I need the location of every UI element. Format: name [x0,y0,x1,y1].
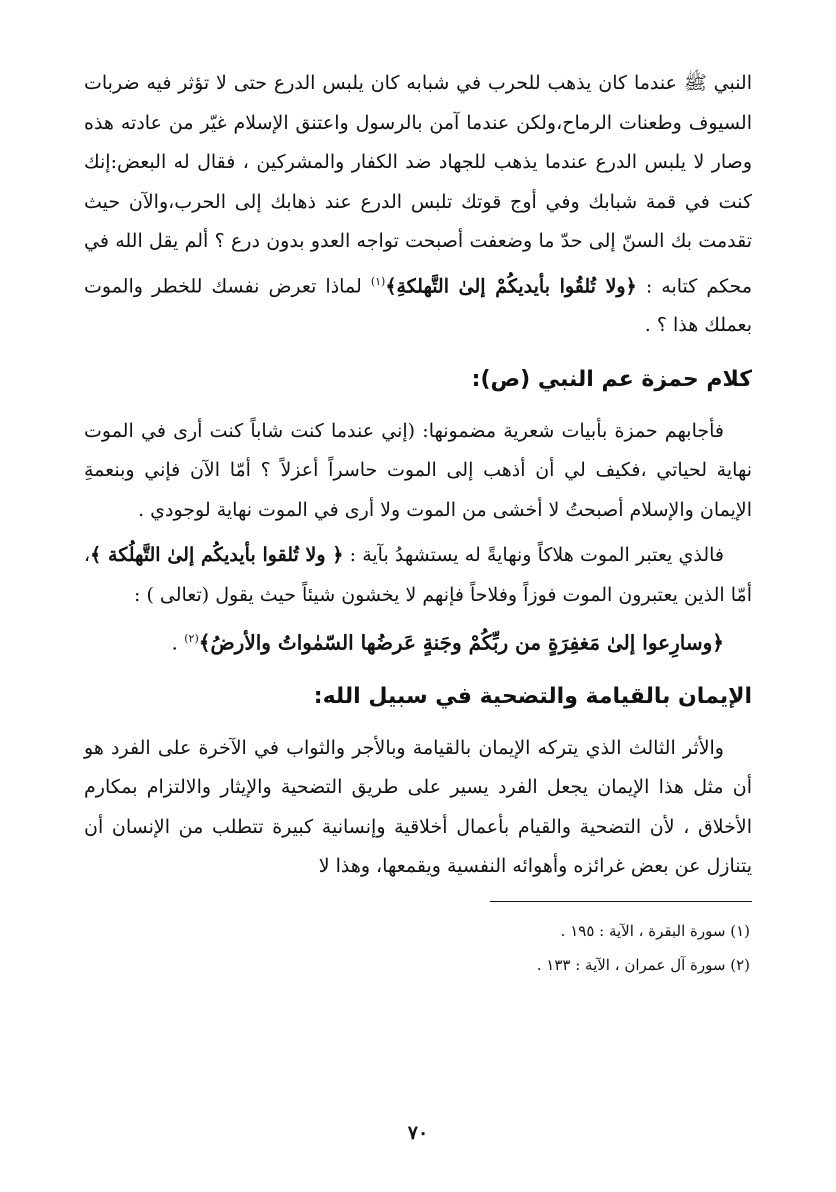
section-heading-hamza: كلام حمزة عم النبي (ص): [471,366,752,392]
footnote-ref: (١) [370,274,386,288]
paragraph-armor-story [84,64,752,346]
section-heading-sacrifice: الإيمان بالقيامة والتضحية في سبيل الله: [313,683,752,709]
quran-verse: ﴿ ولا تُلقوا بأيديكُم إلىٰ التَّهلُكة ﴾ [90,544,344,567]
quran-verse-line [84,619,752,663]
paragraph-death-view [84,536,752,615]
footnote-1: (١) سورة البقرة ، الآية : ١٩٥ . [560,921,750,940]
footnote-2: (٢) سورة آل عمران ، الآية : ١٣٣ . [536,955,750,974]
paragraph-third-effect: والأثر الثالث الذي يتركه الإيمان بالقيامة وبالأجر والثواب في الآخرة على الفرد هو أن مثل هذا الإيمان يجعل الفرد يسير على طريق التضحية والإيثار والالتزام بمكارم الأخلاق ، لأن التضحية والقيام بأعمال أخلاقية وإنسانية كبيرة تتطلب من الإنسان أن يتنازل عن بعض غرائزه وأهوائه النفسية ويقمعها، وهذا لا [84,736,752,878]
footnote-divider [490,901,752,902]
footnotes [84,914,752,982]
verse-tail: . [171,630,185,655]
paragraph-text: النبي ﷺ عندما كان يذهب للحرب في شبابه كان يلبس الدرع حتى لا تؤثر فيه ضربات السيوف وطعنات الرماح،ولكن عندما آمن بالرسول واعتنق الإسلام غيّر من عادته هذه وصار لا يلبس الدرع عندما يذهب للجهاد ضد الكفار والمشركين ، فقال له البعض:إنك كنت في قمة شبابك وفي أوج قوتك تلبس الدرع عند ذهابك إلى الحرب،والآن حيث تقدمت بك السنّ إلى حدّ ما وضعفت أصبحت تواجه العدو بدون درع ؟ ألم يقل الله في محكم كتابه : [84,72,752,297]
paragraph-text: ، أمّا الذين يعتبرون الموت فوزاً وفلاحاً فإنهم لا يخشون شيئاً حيث يقول (تعالى ) : [84,544,752,606]
paragraph-hamza-reply: فأجابهم حمزة بأبيات شعرية مضمونها: (إني عندما كنت شاباً كنت أرى في الموت نهاية لحياتي ،فكيف لي أن أذهب إلى الموت حاسراً أعزلاً ؟ أمّا الآن فإني وبنعمةِ الإيمان والإسلام أصبحتُ لا أخشى من الموت ولا أرى في الموت نهاية لوجودي . [84,419,752,521]
quran-verse: ﴿وسارِعوا إلىٰ مَغفِرَةٍ من ربِّكُمْ وجَنةٍ عَرضُها السّمٰواتُ والأرضُ﴾ [198,630,724,655]
paragraph-text: فالذي يعتبر الموت هلاكاً ونهايةً له يستشهدُ بآية : [343,544,724,567]
quran-verse: ﴿ولا تُلقُوا بأيديكُمْ إلىٰ التَّهلكةِ﴾ [385,274,637,297]
paragraph-text: لماذا تعرض نفسك للخطر والموت بعملك هذا ؟ . [84,274,752,337]
footnote-ref: (٢) [184,632,199,646]
page-number: ٧٠ [407,1122,429,1144]
